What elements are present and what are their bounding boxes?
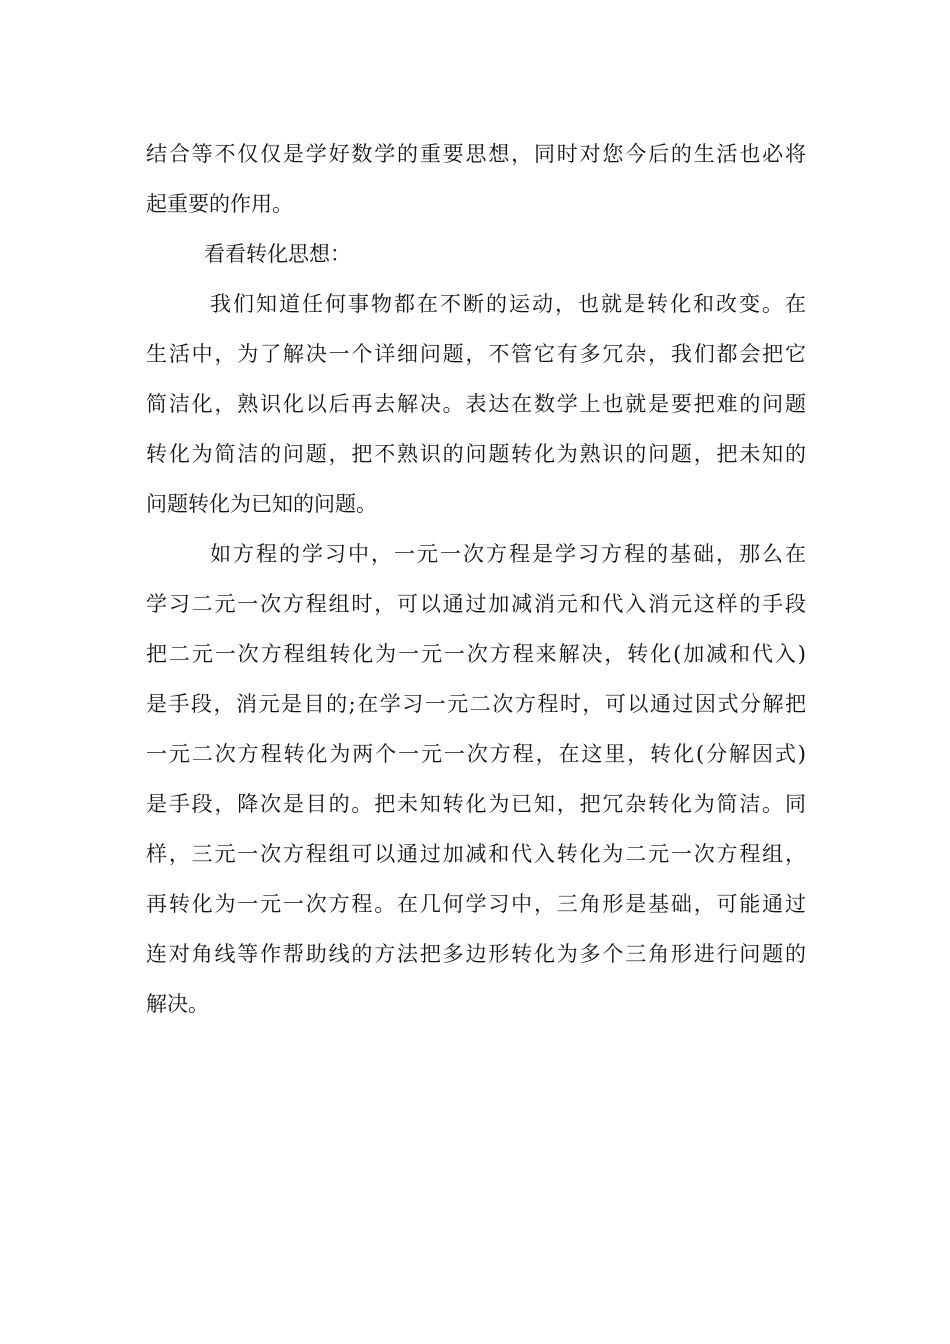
text-line: 是手段，降次是目的。把未知转化为已知，把冗杂转化为简洁。同 <box>146 792 806 816</box>
text-line: 起重要的作用。 <box>146 192 293 216</box>
text-line: 是手段，消元是目的;在学习一元二次方程时，可以通过因式分解把 <box>146 692 806 716</box>
text-line: 转化为简洁的问题，把不熟识的问题转化为熟识的问题，把未知的 <box>146 442 806 466</box>
document-body <box>146 129 806 1029</box>
text-line: 再转化为一元一次方程。在几何学习中，三角形是基础，可能通过 <box>146 892 806 916</box>
text-line: 简洁化，熟识化以后再去解决。表达在数学上也就是要把难的问题 <box>146 392 806 416</box>
text-line: 结合等不仅仅是学好数学的重要思想，同时对您今后的生活也必将 <box>146 142 806 166</box>
text-line: 连对角线等作帮助线的方法把多边形转化为多个三角形进行问题的 <box>146 942 806 966</box>
text-line: 样，三元一次方程组可以通过加减和代入转化为二元一次方程组， <box>146 842 806 866</box>
section-heading: 看看转化思想： <box>204 242 351 266</box>
text-line: 我们知道任何事物都在不断的运动，也就是转化和改变。在 <box>210 292 806 316</box>
text-line: 生活中，为了解决一个详细问题，不管它有多冗杂，我们都会把它 <box>146 342 806 366</box>
text-line: 一元二次方程转化为两个一元一次方程，在这里，转化(分解因式) <box>146 742 806 766</box>
text-line: 如方程的学习中，一元一次方程是学习方程的基础，那么在 <box>210 542 806 566</box>
text-line: 解决。 <box>146 992 209 1016</box>
text-line: 把二元一次方程组转化为一元一次方程来解决，转化(加减和代入) <box>146 642 806 666</box>
text-line: 问题转化为已知的问题。 <box>146 492 377 516</box>
text-line: 学习二元一次方程组时，可以通过加减消元和代入消元这样的手段 <box>146 592 806 616</box>
